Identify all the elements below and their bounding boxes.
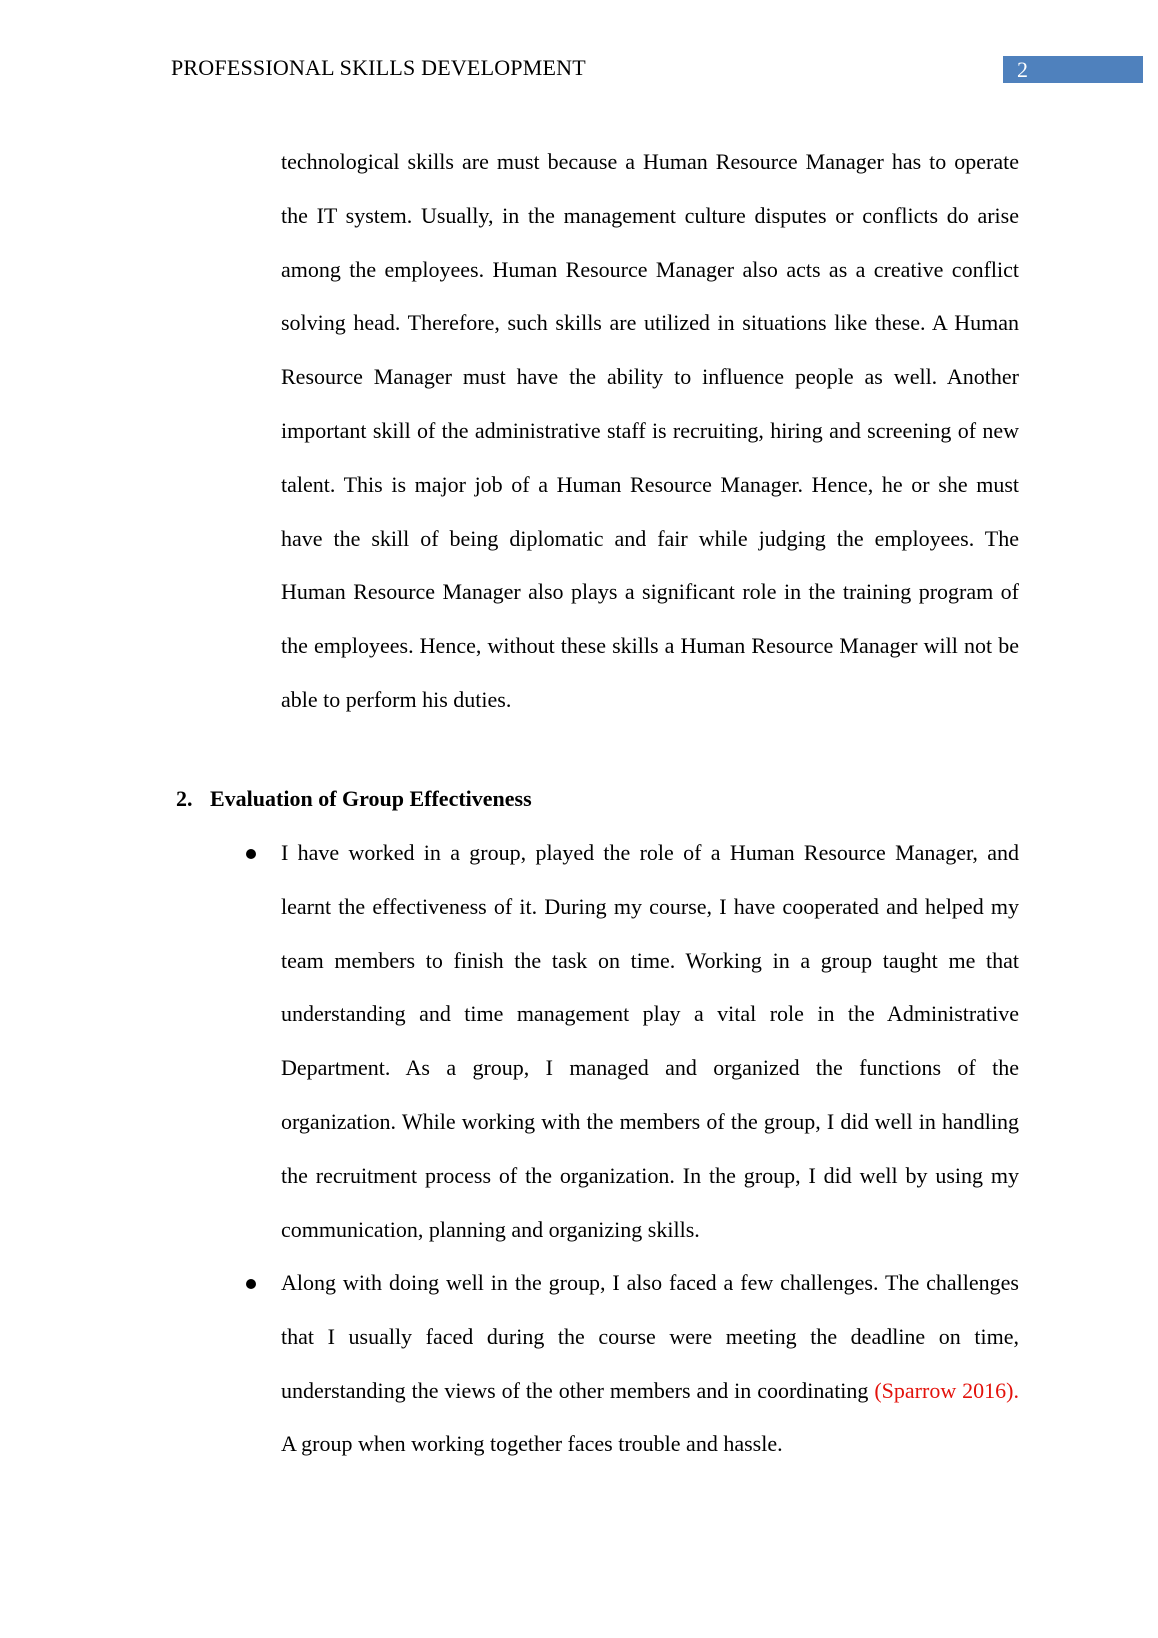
page-number: 2 (1017, 57, 1028, 82)
bullet-text: I have worked in a group, played the role of a Human Resource Manager, and learnt the effectiveness of it. During my course, I have cooperated and helped my team members to finish the task on time. Working in a group taught me that understanding and time management play a vital role in the Administrative Department. As a group, I managed and organized the functions of the organization. While working with the members of the group, I did well in handling the recruitment process of the organization. In the group, I did well by using my communication, planning and organizing skills. (281, 840, 1019, 1242)
bullet-marker (246, 849, 256, 859)
citation: (Sparrow 2016). (874, 1377, 1019, 1403)
bullet-item (281, 1256, 1019, 1471)
bullet-text-part: A group when working together faces trouble and hassle. (281, 1431, 783, 1457)
bullet-item (281, 826, 1019, 1256)
bullet-text-part: Along with doing well in the group, I also faced a few challenges. The challenges that I usually faced during the course were meeting the deadline on time, understanding the views of the other members and in coordinating (281, 1270, 1019, 1403)
section-title: Evaluation of Group Effectiveness (210, 786, 532, 811)
continuation-paragraph: technological skills are must because a Human Resource Manager has to operate the IT system. Usually, in the management culture disputes or conflicts do arise among the employees. Human Resource Manager also acts as a creative conflict solving head. Therefore, such skills are utilized in situations like these. A Human Resource Manager must have the ability to influence people as well. Another important skill of the administrative staff is recruiting, hiring and screening of new talent. This is major job of a Human Resource Manager. Hence, he or she must have the skill of being diplomatic and fair while judging the employees. The Human Resource Manager also plays a significant role in the training program of the employees. Hence, without these skills a Human Resource Manager will not be able to perform his duties. (281, 149, 1019, 712)
page-number-box (1003, 56, 1143, 83)
section-number: 2. (176, 786, 193, 811)
bullet-text (281, 1256, 1019, 1471)
section-heading (176, 782, 532, 816)
running-head: PROFESSIONAL SKILLS DEVELOPMENT (171, 55, 586, 80)
bullet-marker (246, 1279, 256, 1289)
